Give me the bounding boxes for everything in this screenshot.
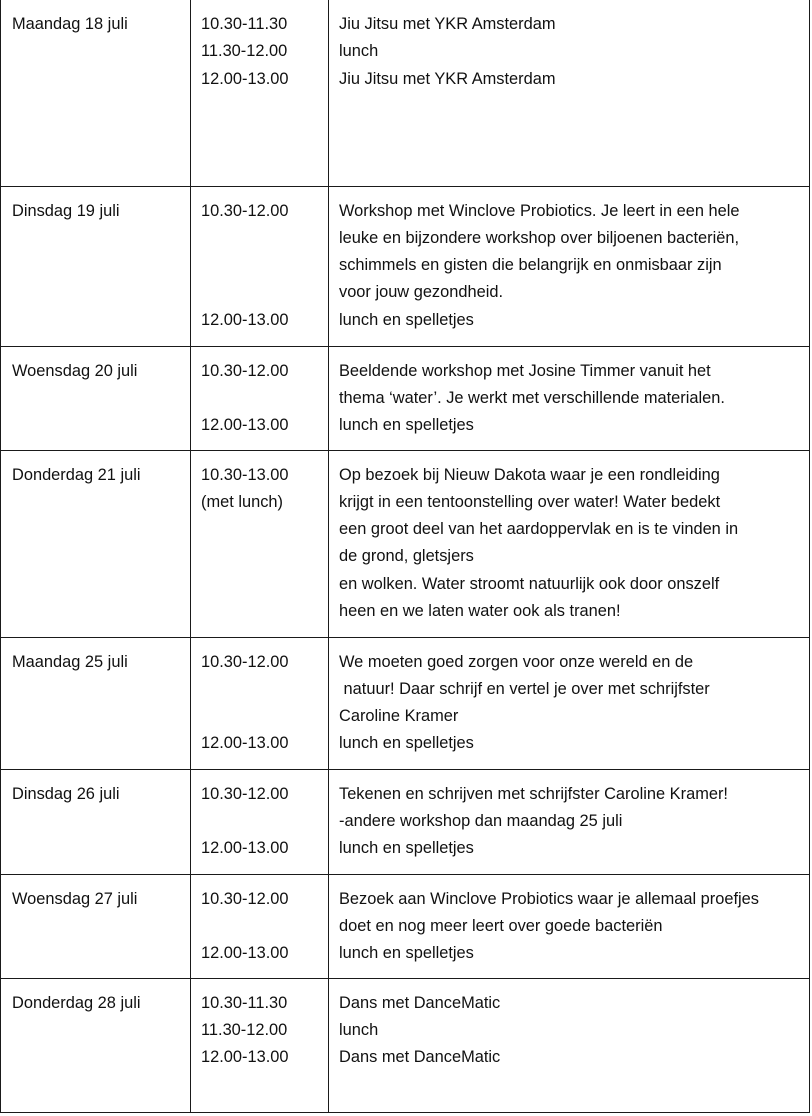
activity-line: en wolken. Water stroomt natuurlijk ook door onszelf (339, 574, 720, 593)
day-label: Dinsdag 19 juli (12, 201, 120, 220)
day-label: Maandag 25 juli (12, 652, 128, 671)
activity-cell (329, 346, 810, 450)
time-spacer (201, 279, 328, 306)
activity-line: Jiu Jitsu met YKR Amsterdam (339, 69, 556, 88)
time-slot: 10.30-12.00 (201, 652, 289, 671)
activity-cell (329, 450, 810, 637)
time-slot: 10.30-12.00 (201, 784, 289, 803)
time-cell (191, 874, 329, 978)
time-slot: (met lunch) (201, 492, 283, 511)
time-spacer (201, 252, 328, 279)
activity-line: de grond, gletsjers (339, 547, 474, 566)
day-cell (1, 769, 191, 874)
activity-line: Dans met DanceMatic (339, 993, 501, 1012)
activity-line: lunch (339, 1020, 379, 1039)
time-slot: 12.00-13.00 (201, 310, 289, 329)
time-cell (191, 346, 329, 450)
activity-line: natuur! Daar schrijf en vertel je over met schrijfster (339, 679, 710, 698)
schedule-row (1, 769, 810, 874)
time-slot: 10.30-11.30 (201, 993, 288, 1012)
activity-line: voor jouw gezondheid. (339, 283, 504, 302)
activity-line: -andere workshop dan maandag 25 juli (339, 811, 623, 830)
time-slot: 10.30-12.00 (201, 201, 289, 220)
time-cell (191, 978, 329, 1112)
day-cell (1, 346, 191, 450)
day-cell (1, 637, 191, 769)
time-slot: 12.00-13.00 (201, 1048, 289, 1067)
activity-cell (329, 637, 810, 769)
activity-line: We moeten goed zorgen voor onze wereld en de (339, 652, 694, 671)
time-cell (191, 186, 329, 346)
time-spacer (201, 913, 328, 940)
time-slot: 12.00-13.00 (201, 839, 289, 858)
time-cell (191, 0, 329, 186)
activity-line: lunch en spelletjes (339, 839, 474, 858)
day-label: Donderdag 28 juli (12, 993, 141, 1012)
day-label: Donderdag 21 juli (12, 465, 141, 484)
activity-line: lunch en spelletjes (339, 310, 474, 329)
time-slot: 11.30-12.00 (201, 42, 288, 61)
activity-line: lunch en spelletjes (339, 416, 474, 435)
time-spacer (201, 703, 328, 730)
time-slot: 10.30-12.00 (201, 361, 289, 380)
day-cell (1, 186, 191, 346)
schedule-row (1, 978, 810, 1112)
activity-cell (329, 978, 810, 1112)
time-spacer (201, 385, 328, 412)
time-spacer (201, 225, 328, 252)
time-cell (191, 637, 329, 769)
activity-line: krijgt in een tentoonstelling over water! Water bedekt (339, 492, 721, 511)
day-label: Woensdag 20 juli (12, 361, 138, 380)
time-slot: 11.30-12.00 (201, 1020, 288, 1039)
time-spacer (201, 808, 328, 835)
activity-line: leuke en bijzondere workshop over biljoenen bacteriën, (339, 228, 740, 247)
activity-line: een groot deel van het aardoppervlak en is te vinden in (339, 520, 739, 539)
activity-cell (329, 769, 810, 874)
activity-line: lunch (339, 42, 379, 61)
schedule-row (1, 450, 810, 637)
activity-line: lunch en spelletjes (339, 734, 474, 753)
activity-line: Workshop met Winclove Probiotics. Je leert in een hele (339, 201, 740, 220)
time-slot: 12.00-13.00 (201, 416, 289, 435)
day-label: Woensdag 27 juli (12, 889, 138, 908)
activity-line: Op bezoek bij Nieuw Dakota waar je een rondleiding (339, 465, 720, 484)
activity-line: Dans met DanceMatic (339, 1048, 501, 1067)
activity-line: Tekenen en schrijven met schrijfster Caroline Kramer! (339, 784, 728, 803)
schedule-row (1, 186, 810, 346)
day-label: Dinsdag 26 juli (12, 784, 120, 803)
activity-line: Caroline Kramer (339, 707, 459, 726)
day-cell (1, 0, 191, 186)
activity-cell (329, 0, 810, 186)
schedule-row (1, 346, 810, 450)
activity-cell (329, 874, 810, 978)
time-slot: 12.00-13.00 (201, 944, 289, 963)
time-cell (191, 450, 329, 637)
activity-line: Bezoek aan Winclove Probiotics waar je allemaal proefjes (339, 889, 759, 908)
day-cell (1, 978, 191, 1112)
schedule-row (1, 637, 810, 769)
activity-line: schimmels en gisten die belangrijk en onmisbaar zijn (339, 256, 722, 275)
schedule-row (1, 0, 810, 186)
activity-cell (329, 186, 810, 346)
time-cell (191, 769, 329, 874)
activity-line: heen en we laten water ook als tranen! (339, 601, 621, 620)
time-slot: 10.30-13.00 (201, 465, 289, 484)
activity-line: doet en nog meer leert over goede bacteriën (339, 916, 663, 935)
schedule-row (1, 874, 810, 978)
day-cell (1, 874, 191, 978)
day-cell (1, 450, 191, 637)
day-label: Maandag 18 juli (12, 15, 128, 33)
activity-line: lunch en spelletjes (339, 944, 474, 963)
time-slot: 12.00-13.00 (201, 69, 289, 88)
activity-line: Jiu Jitsu met YKR Amsterdam (339, 15, 556, 33)
time-slot: 10.30-12.00 (201, 889, 289, 908)
activity-line: Beeldende workshop met Josine Timmer vanuit het (339, 361, 711, 380)
activity-line: thema ‘water’. Je werkt met verschillende materialen. (339, 388, 725, 407)
time-slot: 12.00-13.00 (201, 734, 289, 753)
time-slot: 10.30-11.30 (201, 15, 288, 33)
time-spacer (201, 676, 328, 703)
